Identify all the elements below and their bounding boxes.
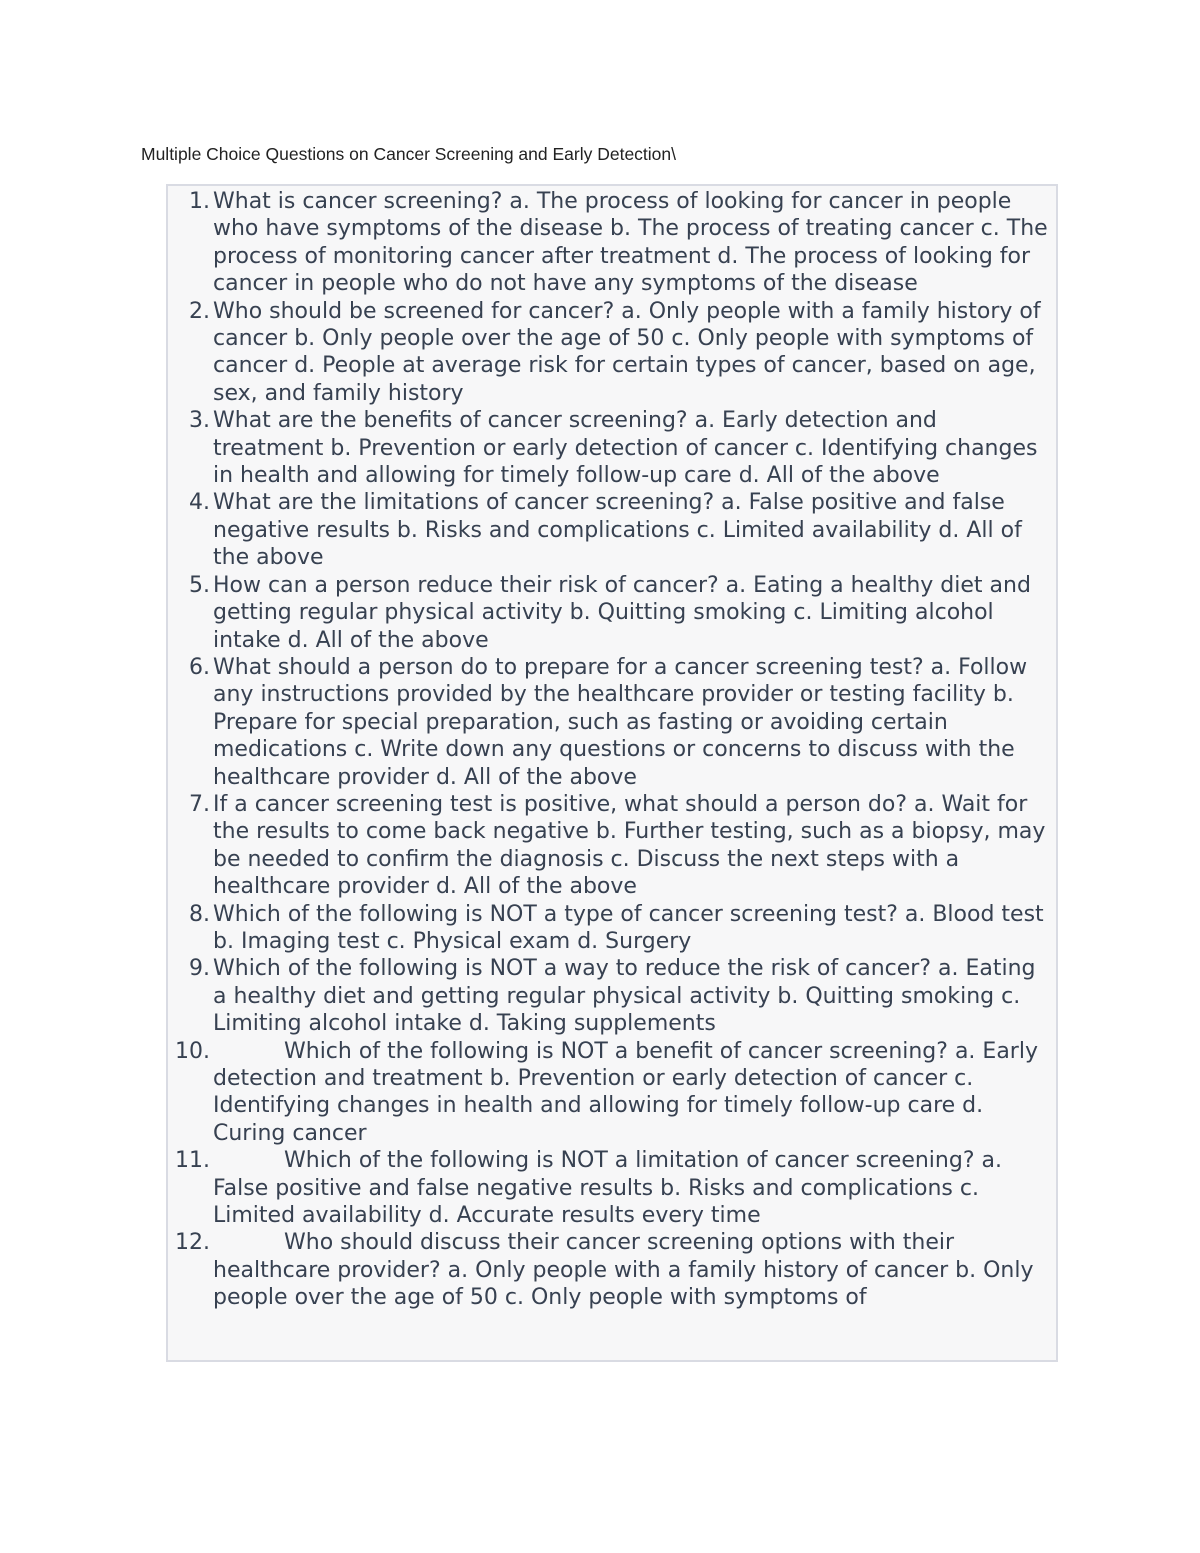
question-item	[168, 572, 1056, 654]
question-item	[168, 1147, 1056, 1229]
question-number: 7.	[189, 791, 210, 817]
question-number: 8.	[189, 901, 210, 927]
question-number: 1.	[189, 189, 210, 214]
question-item	[168, 407, 1056, 489]
question-number: 3.	[189, 408, 210, 434]
question-text: Which of the following is NOT a type of cancer screening test? a. Blood test b. Imaging test c. Physical exam d. Surgery	[213, 901, 1044, 954]
question-list	[168, 186, 1056, 1312]
question-list-box	[166, 184, 1058, 1362]
page-title: Multiple Choice Questions on Cancer Screening and Early Detection\	[141, 144, 677, 164]
question-text: Who should be screened for cancer? a. Only people with a family history of cancer b. Only people over the age of 50 c. Only people with symptoms of cancer d. People at average risk for certain types of cancer, based on age, sex, and family history	[213, 298, 1041, 406]
question-number: 6.	[189, 654, 210, 680]
question-item	[168, 489, 1056, 571]
question-item	[168, 1229, 1056, 1311]
question-text: Which of the following is NOT a way to reduce the risk of cancer? a. Eating a healthy diet and getting regular physical activity b. Quitting smoking c. Limiting alcohol intake d. Taking supplements	[213, 956, 1036, 1037]
question-text: Who should discuss their cancer screening options with their healthcare provider? a. Only people with a family history of cancer b. Only people over the age of 50 c. Only people with symptoms of	[213, 1230, 1034, 1311]
question-item	[168, 791, 1056, 901]
question-item	[168, 298, 1056, 408]
question-item	[168, 1038, 1056, 1148]
question-item	[168, 188, 1056, 298]
question-number: 2.	[189, 298, 210, 324]
question-number: 5.	[189, 572, 210, 598]
question-text: Which of the following is NOT a benefit of cancer screening? a. Early detection and treatment b. Prevention or early detection of cancer c. Identifying changes in health and allowing for timely follow-up care d. Curing cancer	[213, 1038, 1038, 1146]
question-text: What are the limitations of cancer screening? a. False positive and false negative results b. Risks and complications c. Limited availability d. All of the above	[213, 490, 1022, 571]
question-item	[168, 654, 1056, 791]
question-item	[168, 901, 1056, 956]
question-item	[168, 955, 1056, 1037]
question-number: 11.	[175, 1148, 210, 1174]
question-text: If a cancer screening test is positive, what should a person do? a. Wait for the results to come back negative b. Further testing, such as a biopsy, may be needed to confirm the diagnosis c. Discuss the next steps with a healthcare provider d. All of the above	[213, 791, 1046, 900]
question-text: What should a person do to prepare for a cancer screening test? a. Follow any instructions provided by the healthcare provider or testing facility b. Prepare for special preparation, such as fasting or avoiding certain medications c. Write down any questions or concerns to discuss with the healthcare provider d. All of the above	[213, 654, 1028, 790]
question-text: Which of the following is NOT a limitation of cancer screening? a. False positive and false negative results b. Risks and complications c. Limited availability d. Accurate results every time	[213, 1148, 1002, 1229]
question-text: How can a person reduce their risk of cancer? a. Eating a healthy diet and getting regular physical activity b. Quitting smoking c. Limiting alcohol intake d. All of the above	[213, 572, 1031, 653]
question-number: 9.	[189, 956, 210, 982]
question-number: 10.	[175, 1038, 210, 1064]
question-text: What are the benefits of cancer screening? a. Early detection and treatment b. Prevention or early detection of cancer c. Identifying changes in health and allowing for timely follow-up care d. All of the above	[213, 408, 1038, 489]
question-number: 12.	[175, 1230, 210, 1256]
question-number: 4.	[189, 490, 210, 516]
question-text: What is cancer screening? a. The process of looking for cancer in people who have symptoms of the disease b. The process of treating cancer c. The process of monitoring cancer after treatment d. The process of looking for cancer in people who do not have any symptoms of the disease	[213, 189, 1048, 297]
